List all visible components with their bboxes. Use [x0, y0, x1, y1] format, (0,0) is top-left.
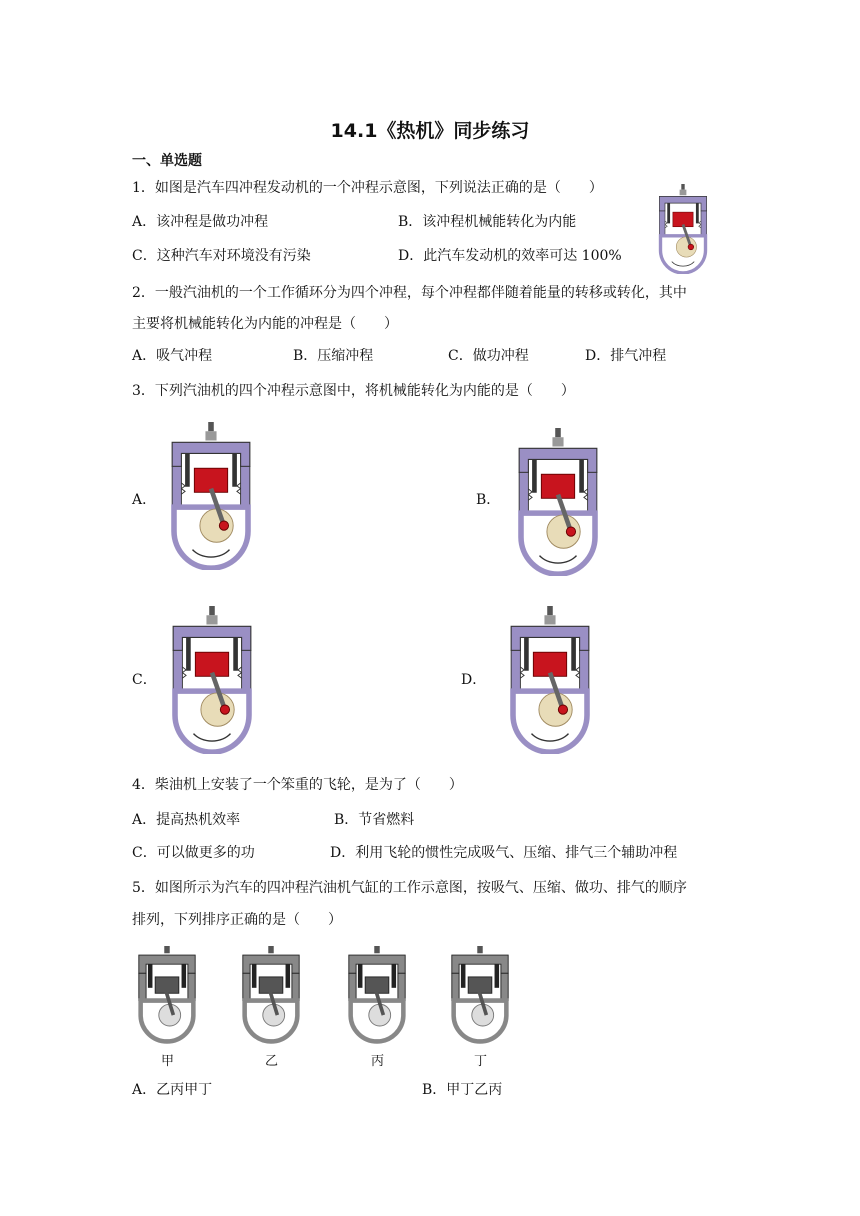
question-4-option-d: D．利用飞轮的惯性完成吸气、压缩、排气三个辅助冲程 — [330, 845, 678, 861]
question-4-stem: 4．柴油机上安装了一个笨重的飞轮，是为了（ ） — [132, 777, 463, 793]
question-5-label-jia: 甲 — [161, 1054, 175, 1069]
page-title: 14.1《热机》同步练习 — [330, 120, 530, 142]
question-3-stem: 3．下列汽油机的四个冲程示意图中，将机械能转化为内能的是（ ） — [132, 383, 575, 399]
question-5-engine-yi — [234, 946, 308, 1046]
question-1-stem: 1．如图是汽车四冲程发动机的一个冲程示意图，下列说法正确的是（ ） — [132, 180, 603, 196]
question-1-option-a: A．该冲程是做功冲程 — [132, 214, 269, 230]
question-2-stem-line-1: 2．一般汽油机的一个工作循环分为四个冲程，每个冲程都伴随着能量的转移或转化，其中 — [132, 285, 687, 301]
question-5-engine-bing — [340, 946, 414, 1046]
question-5-engine-ding — [443, 946, 517, 1046]
section-heading: 一、单选题 — [132, 153, 202, 169]
question-2-stem-line-2: 主要将机械能转化为内能的冲程是（ ） — [132, 316, 398, 332]
question-5-stem-line-2: 排列，下列排序正确的是（ ） — [132, 912, 342, 928]
question-1-option-d: D．此汽车发动机的效率可达 100% — [398, 248, 622, 264]
question-1-option-c: C．这种汽车对环境没有污染 — [132, 248, 311, 264]
question-5-label-ding: 丁 — [474, 1054, 488, 1069]
question-3-engine-b — [508, 428, 608, 576]
question-5-label-yi: 乙 — [265, 1054, 279, 1069]
question-5-engine-jia — [130, 946, 204, 1046]
question-5-option-b: B．甲丁乙丙 — [422, 1082, 503, 1098]
question-3-option-d: D． — [461, 672, 487, 688]
question-5-option-a: A．乙丙甲丁 — [132, 1082, 213, 1098]
question-3-engine-c — [162, 606, 262, 754]
question-4-option-a: A．提高热机效率 — [132, 812, 241, 828]
question-5-stem-line-1: 5．如图所示为汽车的四冲程汽油机气缸的工作示意图，按吸气、压缩、做功、排气的顺序 — [132, 880, 687, 896]
question-1-option-b: B．该冲程机械能转化为内能 — [398, 214, 577, 230]
question-4-option-c: C．可以做更多的功 — [132, 845, 255, 861]
question-5-label-bing: 丙 — [371, 1054, 385, 1069]
question-2-option-d: D．排气冲程 — [585, 348, 667, 364]
question-4-option-b: B．节省燃料 — [334, 812, 415, 828]
question-2-option-c: C．做功冲程 — [448, 348, 529, 364]
question-1-engine-diagram — [648, 184, 718, 274]
question-3-option-a: A． — [132, 492, 157, 508]
question-2-option-b: B．压缩冲程 — [293, 348, 374, 364]
question-3-option-b: B． — [476, 492, 501, 508]
question-3-engine-a — [158, 422, 264, 570]
question-2-option-a: A．吸气冲程 — [132, 348, 213, 364]
question-3-option-c: C． — [132, 672, 157, 688]
question-3-engine-d — [500, 606, 600, 754]
